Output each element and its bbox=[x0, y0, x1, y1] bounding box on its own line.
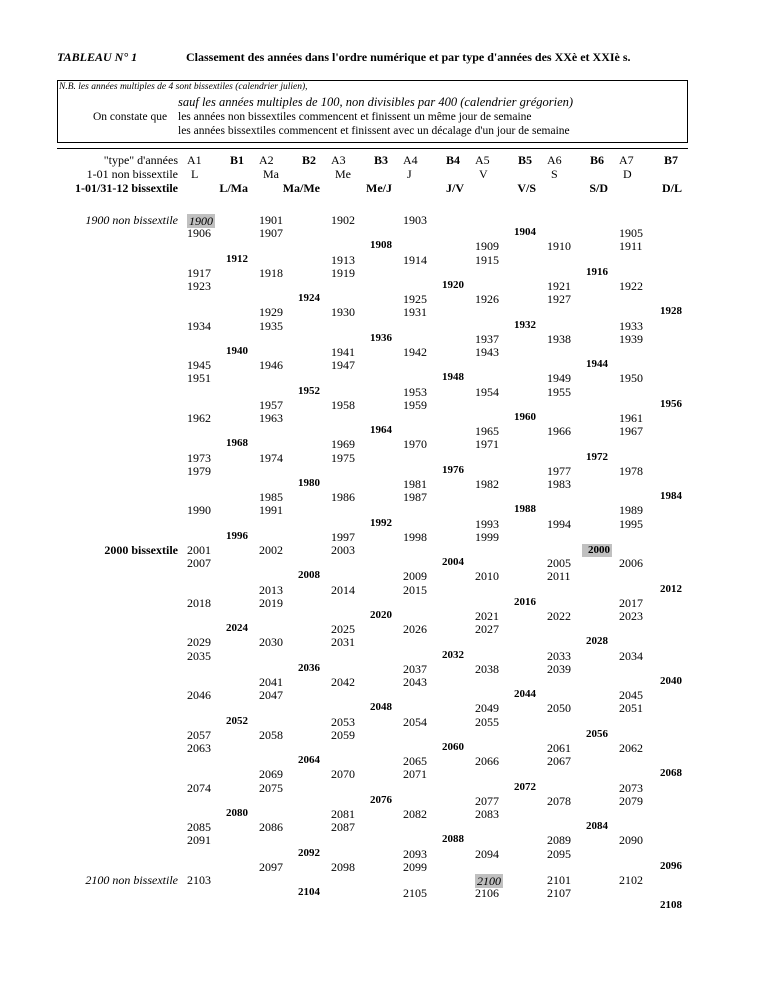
year-cell: 2104 bbox=[298, 886, 320, 899]
year-cell: 2094 bbox=[475, 846, 499, 861]
year-cell: 2107 bbox=[547, 886, 571, 901]
year-cell: 1931 bbox=[403, 305, 427, 320]
year-cell: 1964 bbox=[370, 424, 392, 437]
year-cell: 2027 bbox=[475, 622, 499, 637]
year-cell: 2010 bbox=[475, 569, 499, 584]
divider bbox=[57, 148, 688, 149]
year-cell: 2011 bbox=[547, 569, 571, 584]
year-cell: 2072 bbox=[514, 780, 536, 793]
year-cell: 1929 bbox=[259, 305, 283, 320]
year-cell: 2052 bbox=[226, 714, 248, 727]
year-cell: 1955 bbox=[547, 384, 571, 399]
column-header-b4: B4 bbox=[446, 153, 461, 167]
year-cell: 1991 bbox=[259, 503, 283, 518]
year-cell: 1960 bbox=[514, 411, 536, 423]
year-cell: 1904 bbox=[514, 226, 536, 239]
year-cell: 2091 bbox=[187, 833, 211, 848]
year-cell: 2029 bbox=[187, 635, 211, 650]
year-cell: 1994 bbox=[547, 516, 571, 531]
year-cell: 2081 bbox=[331, 807, 355, 821]
year-cell: 2096 bbox=[660, 859, 682, 872]
year-cell: 1940 bbox=[226, 345, 248, 357]
year-cell: 2013 bbox=[259, 582, 283, 597]
year-cell: 1995 bbox=[619, 516, 643, 531]
year-cell: 1925 bbox=[403, 292, 427, 307]
year-cell: 1946 bbox=[259, 358, 283, 373]
year-cell: 2036 bbox=[298, 661, 320, 674]
row-label-2000: 2000 bissextile bbox=[104, 543, 178, 557]
year-cell: 1978 bbox=[619, 463, 643, 478]
note-line-3-prefix: On constate que bbox=[93, 111, 168, 123]
year-cell: 2089 bbox=[547, 833, 571, 848]
year-cell: 2063 bbox=[187, 741, 211, 755]
year-cell: 1950 bbox=[619, 371, 643, 386]
column-header-b2: B2 bbox=[302, 153, 317, 167]
year-cell: 1942 bbox=[403, 345, 427, 359]
year-cell: 2005 bbox=[547, 556, 571, 571]
year-cell: 2102 bbox=[619, 873, 643, 887]
year-cell: 1939 bbox=[619, 331, 643, 346]
year-cell: 1954 bbox=[475, 384, 499, 399]
year-cell: 2028 bbox=[586, 635, 608, 648]
year-cell: 1983 bbox=[547, 477, 571, 491]
year-cell: 2026 bbox=[403, 622, 427, 637]
year-cell: 2040 bbox=[660, 675, 682, 687]
year-cell: 1920 bbox=[442, 279, 464, 291]
year-cell: 2067 bbox=[547, 754, 571, 769]
year-cell: 2032 bbox=[442, 648, 464, 661]
year-cell: 1966 bbox=[547, 424, 571, 439]
year-cell: 2021 bbox=[475, 609, 499, 623]
column-header-a4: A4 bbox=[403, 153, 418, 167]
column-day-b5: V/S bbox=[517, 181, 536, 195]
year-cell: 1959 bbox=[403, 397, 427, 412]
year-cell: 2059 bbox=[331, 727, 355, 742]
year-cell: 1944 bbox=[586, 358, 608, 371]
legend-nonbis-label: 1-01 non bissextile bbox=[86, 167, 178, 181]
year-cell: 2060 bbox=[442, 741, 464, 753]
year-cell: 2031 bbox=[331, 635, 355, 650]
year-cell: 2056 bbox=[586, 727, 608, 740]
year-cell: 1969 bbox=[331, 437, 355, 452]
year-cell: 1922 bbox=[619, 279, 643, 293]
year-cell: 2023 bbox=[619, 609, 643, 623]
year-cell: 2079 bbox=[619, 793, 643, 808]
year-cell: 2025 bbox=[331, 622, 355, 637]
column-day-a5: V bbox=[479, 167, 488, 181]
year-cell: 1935 bbox=[259, 318, 283, 333]
year-cell: 1902 bbox=[331, 213, 355, 227]
column-day-b4: J/V bbox=[446, 181, 464, 195]
year-cell: 2024 bbox=[226, 622, 248, 635]
year-cell: 2100 bbox=[477, 874, 501, 888]
year-cell: 1907 bbox=[259, 226, 283, 241]
year-cell: 1910 bbox=[547, 239, 571, 254]
year-cell: 1936 bbox=[370, 331, 392, 344]
row-label-1900: 1900 non bissextile bbox=[85, 213, 178, 227]
table-number: TABLEAU N° 1 bbox=[57, 50, 138, 64]
year-cell: 1953 bbox=[403, 384, 427, 399]
year-cell: 1982 bbox=[475, 477, 499, 491]
year-cell: 2088 bbox=[442, 833, 464, 846]
year-cell: 2066 bbox=[475, 754, 499, 769]
year-cell: 2043 bbox=[403, 675, 427, 689]
year-cell: 2054 bbox=[403, 714, 427, 729]
year-cell: 1919 bbox=[331, 265, 355, 280]
year-cell: 2082 bbox=[403, 807, 427, 821]
year-cell: 2076 bbox=[370, 793, 392, 806]
column-day-a1: L bbox=[191, 167, 199, 181]
year-cell: 1934 bbox=[187, 318, 211, 333]
year-cell: 2106 bbox=[475, 886, 499, 901]
year-cell: 2051 bbox=[619, 701, 643, 716]
year-cell: 1989 bbox=[619, 503, 643, 518]
year-cell: 2039 bbox=[547, 661, 571, 676]
year-cell: 1917 bbox=[187, 265, 211, 280]
year-cell: 1926 bbox=[475, 292, 499, 307]
legend-bis-label: 1-01/31-12 bissextile bbox=[75, 181, 178, 195]
year-cell: 2078 bbox=[547, 793, 571, 808]
year-cell: 1962 bbox=[187, 411, 211, 425]
year-cell: 2070 bbox=[331, 767, 355, 782]
year-cell: 2022 bbox=[547, 609, 571, 623]
column-header-b1: B1 bbox=[230, 153, 245, 167]
year-cell: 2055 bbox=[475, 714, 499, 729]
column-day-b2: Ma/Me bbox=[282, 181, 320, 195]
year-cell: 1998 bbox=[403, 529, 427, 544]
year-cell: 2037 bbox=[403, 661, 427, 676]
year-cell: 1997 bbox=[331, 529, 355, 544]
column-day-a6: S bbox=[551, 167, 558, 181]
year-cell: 2042 bbox=[331, 675, 355, 689]
year-cell: 2061 bbox=[547, 741, 571, 755]
column-header-a7: A7 bbox=[619, 153, 634, 167]
year-cell: 1901 bbox=[259, 213, 283, 227]
year-cell: 1923 bbox=[187, 279, 211, 293]
year-cell: 1988 bbox=[514, 503, 536, 516]
year-cell: 1993 bbox=[475, 516, 499, 531]
column-header-a5: A5 bbox=[475, 153, 490, 167]
column-day-b6: S/D bbox=[589, 181, 608, 195]
year-cell: 1981 bbox=[403, 477, 427, 491]
year-cell: 1916 bbox=[586, 265, 608, 278]
year-cell: 2103 bbox=[187, 873, 211, 887]
year-cell: 2015 bbox=[403, 582, 427, 597]
year-cell: 2053 bbox=[331, 714, 355, 729]
year-cell: 1947 bbox=[331, 358, 355, 373]
year-cell: 2049 bbox=[475, 701, 499, 716]
year-cell: 1937 bbox=[475, 331, 499, 346]
year-cell: 2007 bbox=[187, 556, 211, 571]
note-line-1: N.B. les années multiples de 4 sont bissextiles (calendrier julien), bbox=[59, 82, 308, 92]
year-cell: 1915 bbox=[475, 252, 499, 267]
year-cell: 1951 bbox=[187, 371, 211, 386]
year-cell: 1973 bbox=[187, 450, 211, 465]
year-cell: 2044 bbox=[514, 688, 536, 701]
year-cell: 2097 bbox=[259, 859, 283, 874]
year-cell: 2035 bbox=[187, 648, 211, 663]
year-cell: 1974 bbox=[259, 450, 283, 465]
year-cell: 1968 bbox=[226, 437, 248, 450]
year-cell: 1912 bbox=[226, 252, 248, 265]
year-cell: 2084 bbox=[586, 820, 608, 833]
year-cell: 1900 bbox=[189, 214, 213, 228]
year-cell: 2098 bbox=[331, 859, 355, 874]
year-cell: 1999 bbox=[475, 529, 499, 544]
year-cell: 1949 bbox=[547, 371, 571, 386]
column-header-a2: A2 bbox=[259, 153, 274, 167]
year-cell: 1980 bbox=[298, 477, 320, 489]
year-cell: 2046 bbox=[187, 688, 211, 703]
year-cell: 1979 bbox=[187, 463, 211, 478]
year-cell: 1928 bbox=[660, 305, 682, 318]
column-header-b7: B7 bbox=[664, 153, 679, 167]
year-cell: 1996 bbox=[226, 529, 248, 542]
year-cell: 1977 bbox=[547, 463, 571, 478]
year-cell: 1967 bbox=[619, 424, 643, 439]
year-cell: 2080 bbox=[226, 807, 248, 819]
year-cell: 2069 bbox=[259, 767, 283, 782]
year-cell: 1932 bbox=[514, 318, 536, 331]
year-cell: 2030 bbox=[259, 635, 283, 650]
year-cell: 1986 bbox=[331, 490, 355, 505]
year-cell: 2019 bbox=[259, 595, 283, 610]
column-day-b7: D/L bbox=[661, 181, 682, 195]
year-cell: 1903 bbox=[403, 213, 427, 227]
year-cell: 2004 bbox=[442, 556, 464, 569]
year-cell: 2083 bbox=[475, 807, 499, 821]
year-cell: 2020 bbox=[370, 609, 392, 621]
year-cell: 1911 bbox=[619, 239, 643, 254]
year-cell: 2108 bbox=[660, 899, 682, 912]
year-cell: 1913 bbox=[331, 252, 355, 267]
year-cell: 1992 bbox=[370, 516, 392, 529]
column-header-b6: B6 bbox=[590, 153, 605, 167]
year-cell: 2006 bbox=[619, 556, 643, 571]
column-day-a3: Me bbox=[335, 167, 351, 181]
year-cell: 1956 bbox=[660, 397, 682, 410]
year-cell: 2041 bbox=[259, 675, 283, 689]
year-cell: 1924 bbox=[298, 292, 320, 305]
year-cell: 1941 bbox=[331, 345, 355, 359]
year-cell: 2065 bbox=[403, 754, 427, 769]
year-cell: 2090 bbox=[619, 833, 643, 848]
year-cell: 2048 bbox=[370, 701, 392, 714]
year-cell: 1938 bbox=[547, 331, 571, 346]
year-cell: 2071 bbox=[403, 767, 427, 782]
year-cell: 1914 bbox=[403, 252, 427, 267]
row-label-2100: 2100 non bissextile bbox=[85, 873, 178, 887]
year-cell: 2002 bbox=[259, 543, 283, 557]
year-cell: 1906 bbox=[187, 226, 211, 241]
year-cell: 2087 bbox=[331, 820, 355, 835]
year-cell: 2008 bbox=[298, 569, 320, 582]
year-cell: 1945 bbox=[187, 358, 211, 373]
year-cell: 2017 bbox=[619, 595, 643, 610]
year-cell: 1905 bbox=[619, 226, 643, 241]
year-cell: 2014 bbox=[331, 582, 355, 597]
year-cell: 2062 bbox=[619, 741, 643, 755]
year-cell: 2105 bbox=[403, 886, 427, 901]
year-cell: 2033 bbox=[547, 648, 571, 663]
page-title: Classement des années dans l'ordre numérique et par type d'années des XXè et XXIè s. bbox=[186, 50, 631, 64]
note-line-2: sauf les années multiples de 100, non divisibles par 400 (calendrier grégorien) bbox=[178, 95, 574, 109]
column-day-a4: J bbox=[407, 167, 412, 181]
year-cell: 2003 bbox=[331, 543, 355, 557]
year-cell: 1971 bbox=[475, 437, 499, 452]
year-cell: 1908 bbox=[370, 239, 392, 252]
year-cell: 2099 bbox=[403, 859, 427, 874]
legend-type-label: "type" d'années bbox=[103, 153, 178, 167]
year-cell: 2038 bbox=[475, 661, 499, 676]
year-cell: 1970 bbox=[403, 437, 427, 452]
column-day-a2: Ma bbox=[263, 167, 279, 181]
column-day-b3: Me/J bbox=[366, 181, 392, 195]
year-cell: 2077 bbox=[475, 793, 499, 808]
year-cell: 1990 bbox=[187, 503, 211, 518]
year-cell: 2092 bbox=[298, 846, 320, 859]
year-cell: 2074 bbox=[187, 780, 211, 795]
year-cell: 2101 bbox=[547, 873, 571, 887]
year-cell: 1957 bbox=[259, 397, 283, 412]
column-header-a3: A3 bbox=[331, 153, 346, 167]
column-day-b1: L/Ma bbox=[219, 181, 248, 195]
year-cell: 1976 bbox=[442, 463, 464, 476]
year-cell: 2034 bbox=[619, 648, 643, 663]
column-header-b5: B5 bbox=[518, 153, 533, 167]
column-day-a7: D bbox=[623, 167, 632, 181]
year-cell: 2075 bbox=[259, 780, 283, 795]
year-cell: 2009 bbox=[403, 569, 427, 584]
year-cell: 1927 bbox=[547, 292, 571, 307]
year-cell: 1948 bbox=[442, 371, 464, 384]
year-cell: 1961 bbox=[619, 411, 643, 425]
year-cell: 1985 bbox=[259, 490, 283, 505]
column-header-a1: A1 bbox=[187, 153, 202, 167]
year-cell: 1984 bbox=[660, 490, 682, 503]
year-cell: 2068 bbox=[660, 767, 682, 780]
year-cell: 1943 bbox=[475, 345, 499, 359]
year-cell: 2018 bbox=[187, 595, 211, 610]
year-cell: 1975 bbox=[331, 450, 355, 465]
year-cell: 2045 bbox=[619, 688, 643, 703]
year-cell: 2016 bbox=[514, 595, 536, 608]
year-cell: 1918 bbox=[259, 265, 283, 280]
year-cell: 2085 bbox=[187, 820, 211, 835]
year-cell: 1958 bbox=[331, 397, 355, 412]
year-cell: 2095 bbox=[547, 846, 571, 861]
year-cell: 1952 bbox=[298, 384, 320, 397]
column-header-a6: A6 bbox=[547, 153, 562, 167]
year-cell: 2073 bbox=[619, 780, 643, 795]
year-cell: 1987 bbox=[403, 490, 427, 505]
note-line-4: les années bissextiles commencent et finissent avec un décalage d'un jour de semaine bbox=[178, 125, 570, 137]
year-cell: 2001 bbox=[187, 543, 211, 557]
year-cell: 2057 bbox=[187, 727, 211, 742]
year-cell: 2012 bbox=[660, 582, 682, 595]
year-cell: 2050 bbox=[547, 701, 571, 716]
year-cell: 2058 bbox=[259, 727, 283, 742]
year-cell: 2093 bbox=[403, 846, 427, 861]
year-cell: 1963 bbox=[259, 411, 283, 425]
year-cell: 1972 bbox=[586, 450, 608, 463]
year-cell: 1909 bbox=[475, 239, 499, 254]
year-cell: 2047 bbox=[259, 688, 283, 703]
year-cell: 2086 bbox=[259, 820, 283, 835]
year-cell: 2064 bbox=[298, 754, 320, 767]
note-line-3: les années non bissextiles commencent et finissent un même jour de semaine bbox=[178, 111, 532, 123]
column-header-b3: B3 bbox=[374, 153, 389, 167]
year-cell: 1965 bbox=[475, 424, 499, 439]
year-cell: 2000 bbox=[582, 544, 612, 557]
year-cell: 1930 bbox=[331, 305, 355, 320]
year-cell: 1933 bbox=[619, 318, 643, 333]
year-cell: 1921 bbox=[547, 279, 571, 293]
